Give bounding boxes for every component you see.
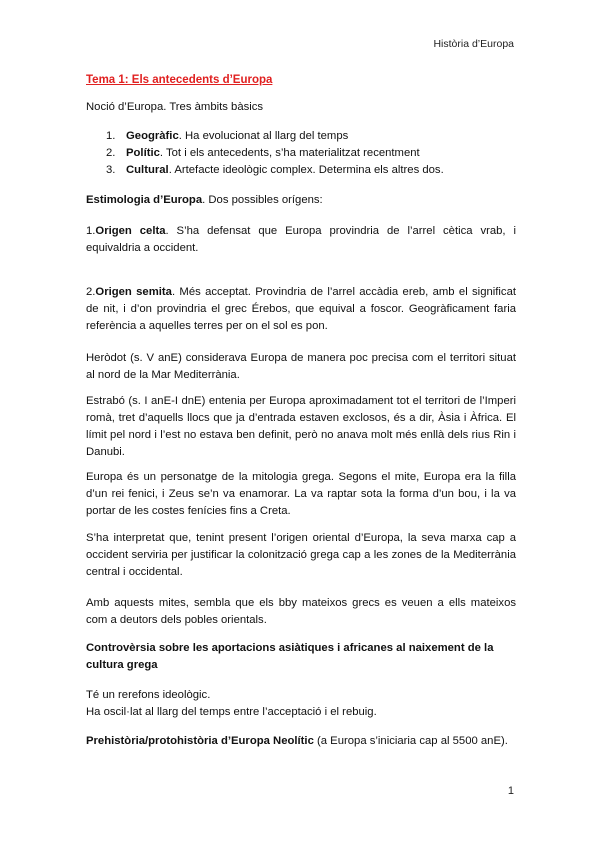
list-term: Cultural: [126, 164, 169, 176]
list-item: 3. Cultural. Artefacte ideològic complex. Determina els altres dos.: [106, 164, 444, 176]
mites-paragraph: Amb aquests mites, sembla que els bby mateixos grecs es veuen a ells mateixos com a deutors dels pobles orientals.: [86, 597, 516, 626]
page-number: 1: [507, 785, 514, 797]
interpretation-paragraph: S’ha interpretat que, tenint present l’origen oriental d’Europa, la seva marxa cap a occident serviria per justificar la colonització grega cap a les zones de la Mediterrània central i occidental.: [86, 532, 516, 578]
list-term: Geogràfic: [126, 130, 179, 142]
section-heading: Prehistòria/protohistòria d’Europa Neolític: [86, 735, 314, 747]
estrabo-paragraph: Estrabó (s. I anE-I dnE) entenia per Europa aproximadament tot el territori de l’Imperi romà, tret d’aquells llocs que ja d’entrada estaven exclosos, és a dir, Àsia i Àfrica. El límit pel nord i l’est no estava ben definit, però no anava molt més enllà dels rius Rin i Danubi.: [86, 395, 516, 458]
running-header: Història d’Europa: [433, 38, 514, 50]
list-item: 2. Polític. Tot i els antecedents, s’ha materialitzat recentment: [106, 147, 420, 159]
list-term: Polític: [126, 147, 160, 159]
herodot-paragraph: Heròdot (s. V anE) considerava Europa de manera poc precisa com el territori situat al nord de la Mar Mediterrània.: [86, 352, 516, 381]
intro-paragraph: Noció d’Europa. Tres àmbits bàsics: [86, 101, 264, 113]
ideology-paragraph: Té un rerefons ideològic. Ha oscil·lat al llarg del temps entre l’acceptació i el rebuig.: [86, 689, 377, 718]
origin-celtic-paragraph: 1.Origen celta. S’ha defensat que Europa provindria de l’arrel cètica vrab, i equivaldria a occident.: [86, 225, 516, 254]
section-heading: Origen celta: [95, 225, 166, 237]
list-item: 1. Geogràfic. Ha evolucionat al llarg del temps: [106, 130, 349, 142]
section-heading: Estimologia d’Europa: [86, 194, 203, 206]
etymology-paragraph: Estimologia d’Europa. Dos possibles orígens:: [86, 194, 323, 206]
prehistory-paragraph: Prehistòria/protohistòria d’Europa Neolític (a Europa s’iniciaria cap al 5500 anE).: [86, 735, 508, 747]
origin-semitic-paragraph: 2.Origen semita. Més acceptat. Provindria de l’arrel accàdia ereb, amb el significat de nit, i d’on provindria el grec Érebos, que equival a foscor. Geogràficament faria referència a aquelles terres per on el sol es pon.: [86, 286, 516, 332]
page-title: Tema 1: Els antecedents d’Europa: [86, 74, 273, 86]
ambits-list: [106, 128, 516, 179]
controversy-heading: Controvèrsia sobre les aportacions asiàtiques i africanes al naixement de la cultura grega: [86, 642, 494, 671]
myth-paragraph: Europa és un personatge de la mitologia grega. Segons el mite, Europa era la filla d’un rei fenici, i Zeus se’n va enamorar. La va raptar sota la forma d’un bou, i la va portar de les costes fenícies fins a Creta.: [86, 471, 516, 517]
section-heading: Origen semita: [95, 286, 172, 298]
